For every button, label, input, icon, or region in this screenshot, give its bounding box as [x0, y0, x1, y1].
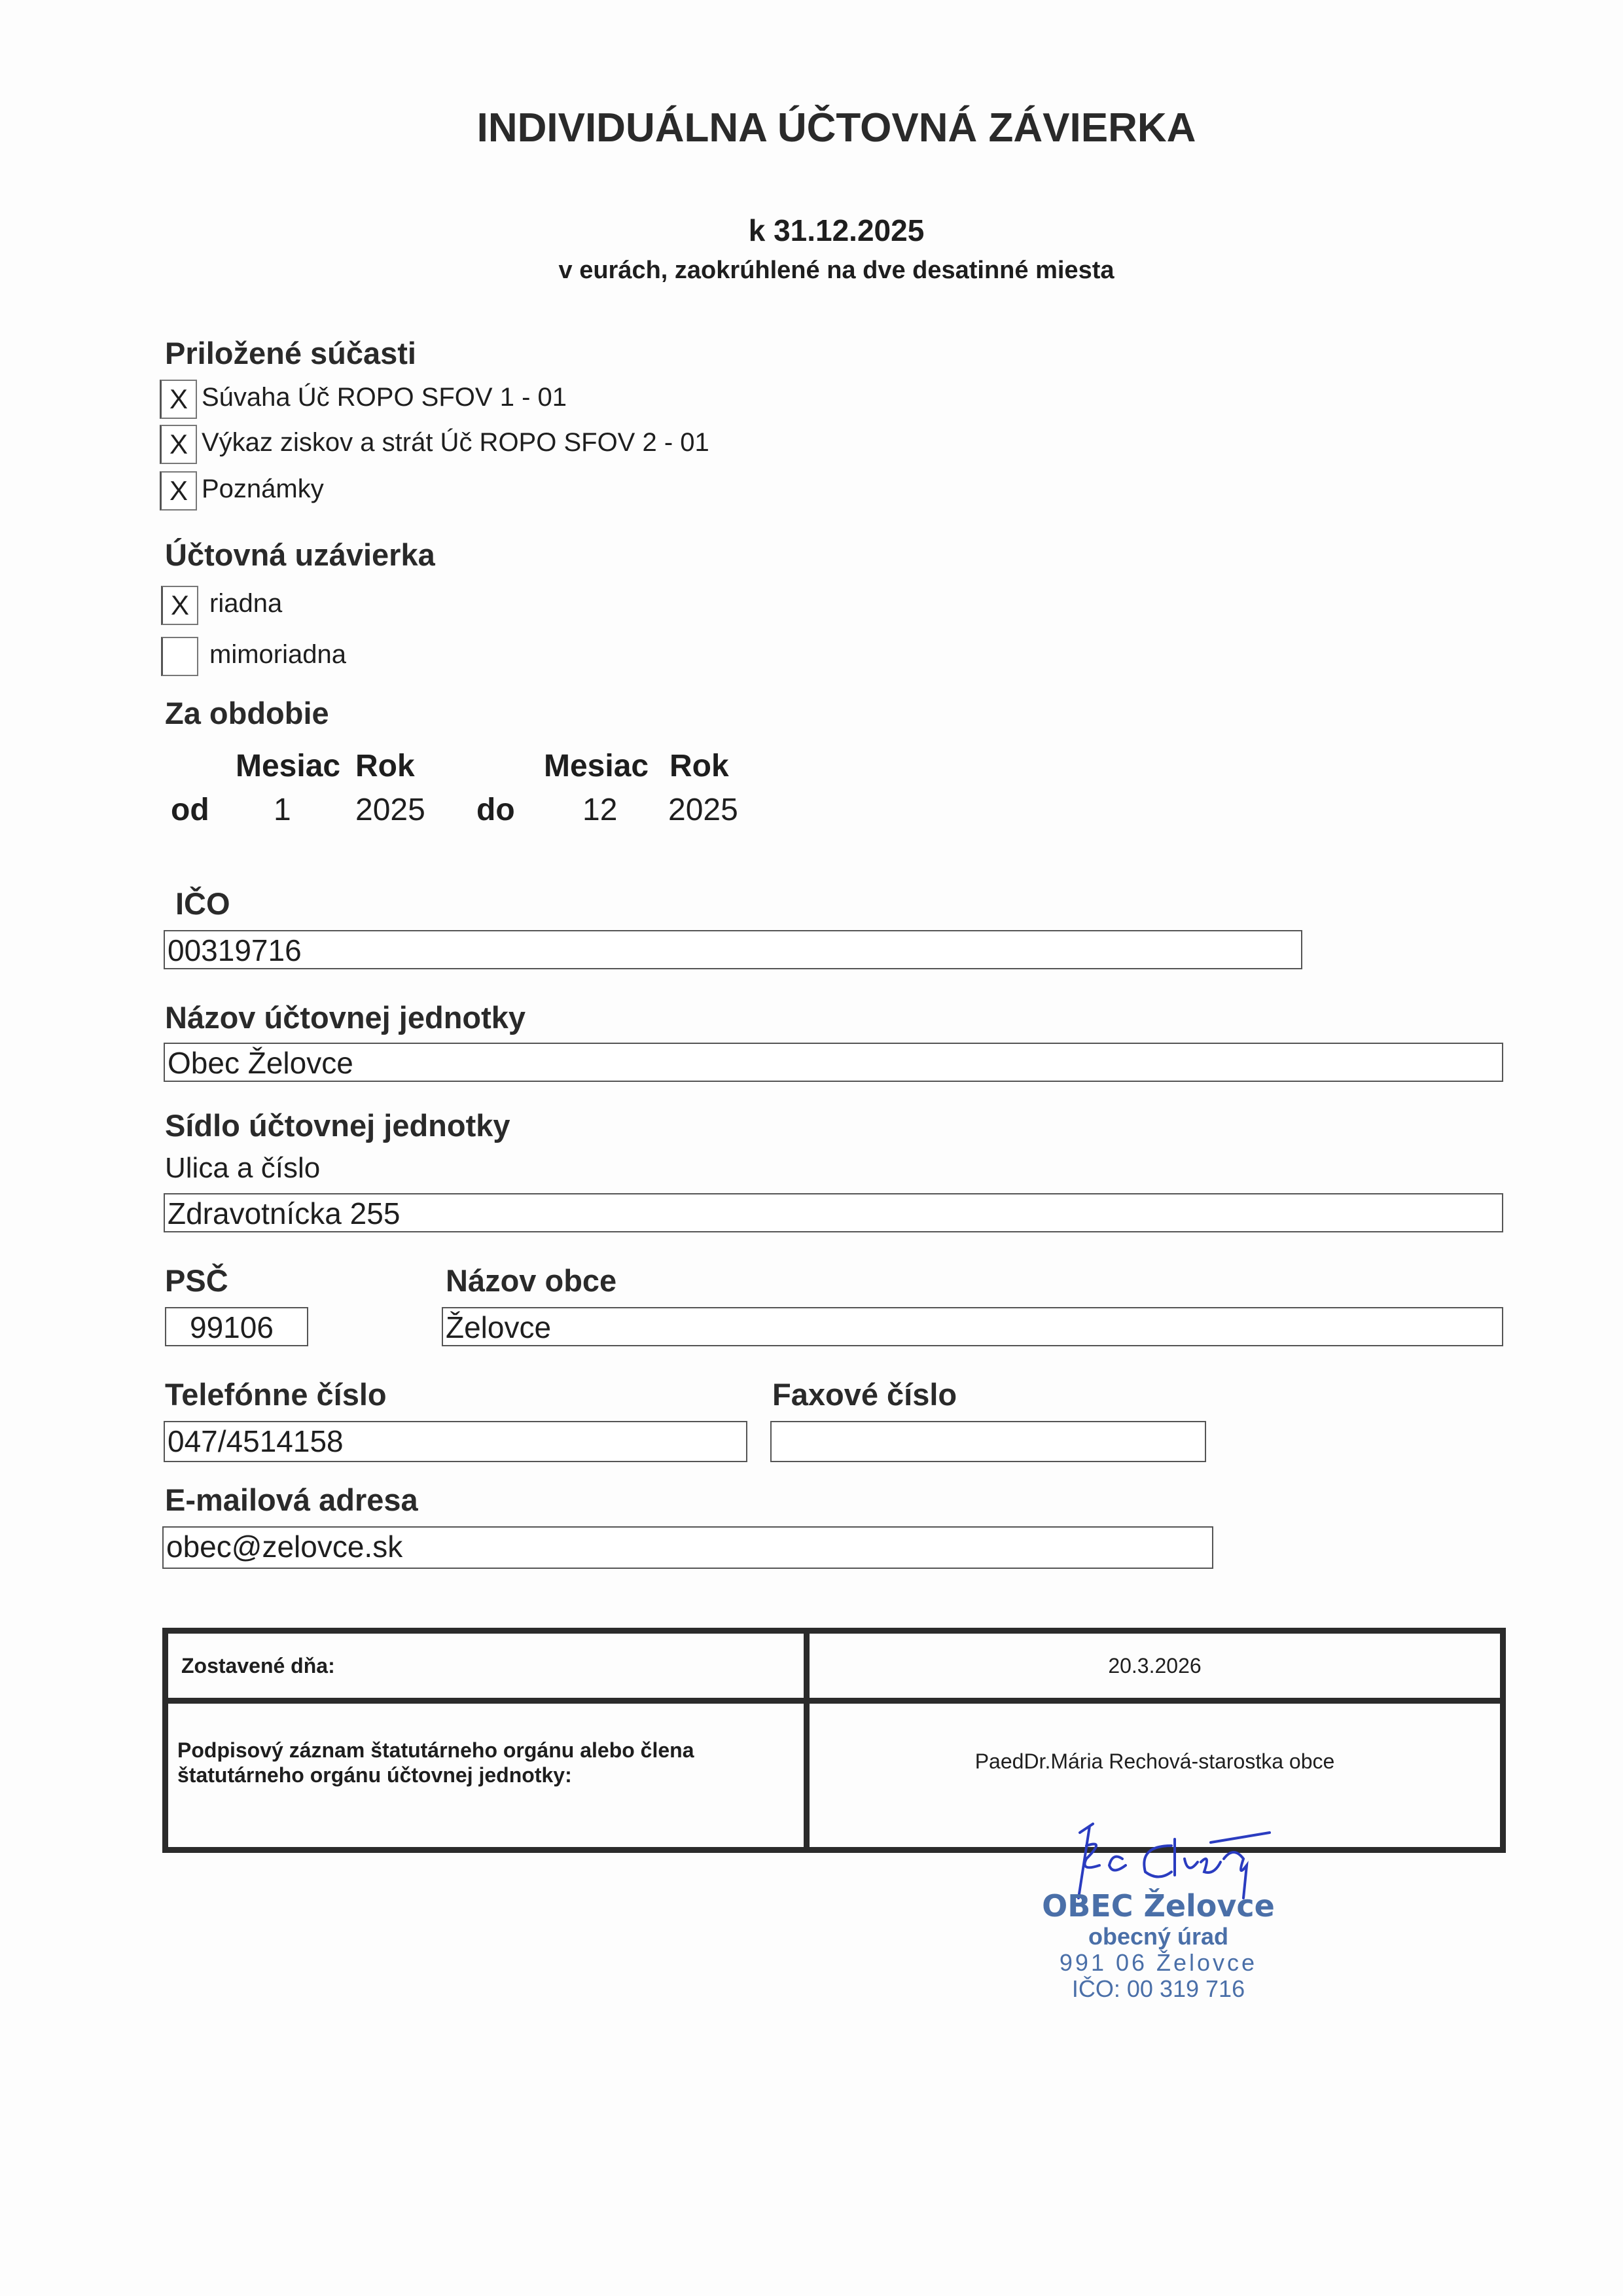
to-year: 2025: [668, 793, 738, 827]
ico-field[interactable]: 00319716: [164, 930, 1302, 969]
stamp-line: 991 06 Želovce: [1059, 1949, 1258, 1976]
closing-label: riadna: [209, 589, 283, 618]
from-year-header: Rok: [355, 749, 415, 783]
closing-label: mimoriadna: [209, 640, 346, 669]
psc-label: PSČ: [165, 1263, 228, 1298]
checkbox-closing-regular[interactable]: X: [161, 586, 198, 625]
city-label: Názov obce: [446, 1263, 617, 1298]
from-year: 2025: [355, 793, 425, 827]
from-month: 1: [274, 793, 291, 827]
fax-field[interactable]: [770, 1421, 1206, 1462]
from-month-header: Mesiac: [236, 749, 341, 783]
stamp-line: OBEC Želovce: [1042, 1888, 1275, 1924]
signature-value: PaedDr.Mária Rechová-starostka obce: [807, 1701, 1503, 1850]
signature-label: Podpisový záznam štatutárneho orgánu alebo člena štatutárneho orgánu účtovnej jednotky:: [166, 1701, 807, 1850]
compiled-label: Zostavené dňa:: [166, 1631, 807, 1701]
attachments-heading: Priložené súčasti: [165, 336, 416, 370]
to-label: do: [476, 793, 515, 827]
to-month-header: Mesiac: [544, 749, 649, 783]
date-line: k 31.12.2025: [748, 213, 925, 247]
to-month: 12: [582, 793, 618, 827]
city-field[interactable]: Želovce: [442, 1307, 1503, 1346]
name-field[interactable]: Obec Želovce: [164, 1043, 1503, 1082]
psc-field[interactable]: 99106: [165, 1307, 308, 1346]
phone-field[interactable]: 047/4514158: [164, 1421, 747, 1462]
document-title: INDIVIDUÁLNA ÚČTOVNÁ ZÁVIERKA: [476, 105, 1196, 151]
stamp-line: obecný úrad: [1088, 1923, 1229, 1950]
signature-table: [162, 1628, 1506, 1853]
name-label: Názov účtovnej jednotky: [165, 1000, 526, 1035]
checkbox-attachment-balance[interactable]: X: [160, 380, 197, 419]
stamp-line: IČO: 00 319 716: [1071, 1975, 1245, 2002]
ico-label: IČO: [175, 886, 230, 921]
seat-label: Sídlo účtovnej jednotky: [165, 1108, 510, 1143]
checkbox-attachment-notes[interactable]: X: [160, 471, 197, 511]
attachment-label: Výkaz ziskov a strát Úč ROPO SFOV 2 - 01: [202, 428, 709, 457]
compiled-value: 20.3.2026: [807, 1631, 1503, 1701]
attachment-label: Súvaha Úč ROPO SFOV 1 - 01: [202, 383, 567, 412]
closing-heading: Účtovná uzávierka: [165, 537, 435, 572]
attachment-label: Poznámky: [202, 475, 324, 503]
to-year-header: Rok: [669, 749, 729, 783]
phone-label: Telefónne číslo: [165, 1377, 387, 1412]
checkbox-closing-extraordinary[interactable]: [161, 637, 198, 676]
email-field[interactable]: obec@zelovce.sk: [162, 1526, 1213, 1569]
official-stamp: [1008, 1826, 1309, 2002]
street-field[interactable]: Zdravotnícka 255: [164, 1193, 1503, 1232]
checkbox-attachment-profit-loss[interactable]: X: [160, 425, 197, 464]
street-label: Ulica a číslo: [165, 1152, 321, 1184]
fax-label: Faxové číslo: [772, 1377, 957, 1412]
from-label: od: [171, 793, 209, 827]
currency-note: v eurách, zaokrúhlené na dve desatinné miesta: [558, 257, 1115, 284]
email-label: E-mailová adresa: [165, 1482, 418, 1517]
period-heading: Za obdobie: [165, 696, 329, 730]
